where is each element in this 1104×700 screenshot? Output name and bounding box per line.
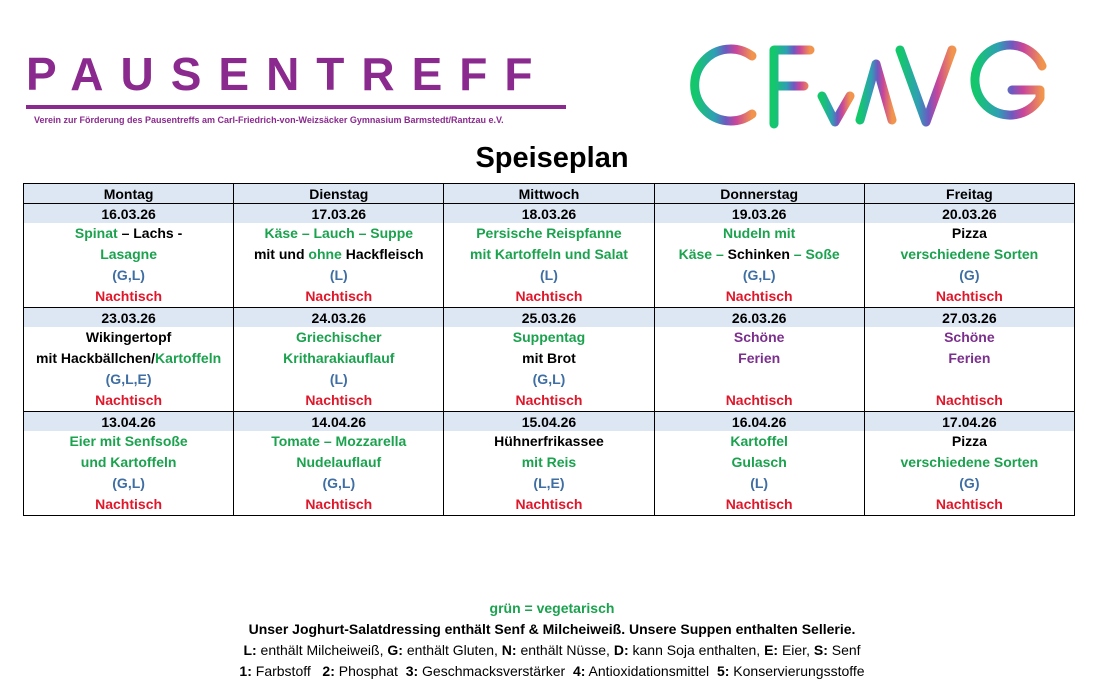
meal-cell bbox=[654, 452, 864, 473]
meal-text: ohne bbox=[308, 246, 342, 262]
meal-text: Nachtisch bbox=[305, 288, 373, 304]
meal-text: Kritharakiauflauf bbox=[283, 350, 395, 366]
meal-text: Nachtisch bbox=[725, 288, 793, 304]
meal-cell bbox=[24, 390, 234, 412]
meal-cell bbox=[864, 369, 1074, 390]
meal-line-row bbox=[24, 286, 1075, 308]
meal-text: verschiedene Sorten bbox=[900, 246, 1039, 262]
meal-text: Persische Reispfanne bbox=[476, 225, 622, 241]
date-cell: 17.04.26 bbox=[864, 412, 1074, 432]
meal-cell bbox=[444, 286, 654, 308]
meal-text: Schöne bbox=[944, 329, 995, 345]
legend-key: 4: bbox=[572, 663, 586, 679]
meal-text: Nachtisch bbox=[725, 496, 793, 512]
meal-text: Pizza bbox=[951, 225, 987, 241]
page-title: Speiseplan bbox=[475, 142, 629, 174]
meal-cell bbox=[654, 431, 864, 452]
meal-cell bbox=[654, 223, 864, 244]
meal-text: (G,L) bbox=[322, 475, 356, 491]
meal-cell bbox=[864, 286, 1074, 308]
meal-text: mit Reis bbox=[521, 454, 577, 470]
meal-text: (G,L) bbox=[532, 371, 566, 387]
meal-text: Nachtisch bbox=[935, 392, 1003, 408]
meal-text: (L) bbox=[750, 475, 769, 491]
legend-key: S: bbox=[813, 642, 828, 658]
meal-text: (G) bbox=[959, 475, 980, 491]
meal-text: verschiedene Sorten bbox=[900, 454, 1039, 470]
meal-text: und Kartoffeln bbox=[80, 454, 177, 470]
meal-text: Hackfleisch bbox=[341, 246, 424, 262]
date-cell: 25.03.26 bbox=[444, 308, 654, 328]
date-cell: 24.03.26 bbox=[234, 308, 444, 328]
legend-value: Senf bbox=[827, 642, 861, 658]
meal-text: Lasagne bbox=[100, 246, 157, 262]
meal-text: Nachtisch bbox=[935, 288, 1003, 304]
meal-text: Kartoffeln bbox=[155, 350, 222, 366]
meal-cell bbox=[234, 286, 444, 308]
meal-line-row bbox=[24, 265, 1075, 286]
meal-text: Nachtisch bbox=[305, 392, 373, 408]
meal-text: (G,L) bbox=[742, 267, 776, 283]
meal-cell bbox=[24, 327, 234, 348]
meal-cell bbox=[234, 244, 444, 265]
meal-cell bbox=[444, 223, 654, 244]
meal-cell bbox=[444, 265, 654, 286]
meal-text: Nachtisch bbox=[725, 392, 793, 408]
meal-cell bbox=[444, 473, 654, 494]
date-cell: 16.03.26 bbox=[24, 204, 234, 224]
meal-line-row bbox=[24, 473, 1075, 494]
meal-line-row bbox=[24, 431, 1075, 452]
meal-cell bbox=[654, 348, 864, 369]
meal-text: Gulasch bbox=[731, 454, 787, 470]
meal-cell bbox=[234, 265, 444, 286]
legend-key: L: bbox=[243, 642, 257, 658]
meal-text: mit Brot bbox=[522, 350, 576, 366]
meal-cell bbox=[444, 452, 654, 473]
meal-cell bbox=[444, 390, 654, 412]
meal-cell bbox=[864, 223, 1074, 244]
day-header: Montag bbox=[24, 184, 234, 204]
meal-cell bbox=[234, 223, 444, 244]
meal-cell bbox=[24, 452, 234, 473]
meal-cell bbox=[444, 431, 654, 452]
date-cell: 23.03.26 bbox=[24, 308, 234, 328]
meal-text: (G) bbox=[959, 267, 980, 283]
cfvwg-logo bbox=[690, 38, 1060, 134]
legend-key: D: bbox=[613, 642, 629, 658]
meal-text: – Lachs - bbox=[117, 225, 183, 241]
meal-text: mit Kartoffeln und Salat bbox=[470, 246, 628, 262]
additive-legend bbox=[0, 661, 1104, 682]
meal-text: Griechischer bbox=[295, 329, 382, 345]
date-cell: 18.03.26 bbox=[444, 204, 654, 224]
date-cell: 16.04.26 bbox=[654, 412, 864, 432]
meal-text: Nachtisch bbox=[515, 288, 583, 304]
meal-text: Schöne bbox=[733, 329, 785, 345]
meal-text: Nachtisch bbox=[305, 496, 373, 512]
meal-text: Käse – Lauch – Suppe bbox=[264, 225, 414, 241]
meal-text: (G,L,E) bbox=[105, 371, 152, 387]
legend-value: Antioxidationsmittel bbox=[585, 663, 717, 679]
meal-text: (L,E) bbox=[533, 475, 565, 491]
date-cell: 26.03.26 bbox=[654, 308, 864, 328]
meal-cell bbox=[234, 348, 444, 369]
meal-cell bbox=[234, 390, 444, 412]
meal-cell bbox=[654, 327, 864, 348]
meal-text: (L) bbox=[540, 267, 558, 283]
meal-text: (G,L) bbox=[112, 475, 145, 491]
meal-text: Nachtisch bbox=[515, 392, 583, 408]
legend-value: Phosphat bbox=[334, 663, 406, 679]
legend-value: Eier, bbox=[778, 642, 814, 658]
meal-text: Ferien bbox=[738, 350, 781, 366]
meal-cell bbox=[24, 369, 234, 390]
meal-cell bbox=[864, 244, 1074, 265]
meal-cell bbox=[654, 390, 864, 412]
week-block bbox=[24, 412, 1075, 516]
date-cell: 13.04.26 bbox=[24, 412, 234, 432]
meal-line-row bbox=[24, 390, 1075, 412]
allergen-legend bbox=[0, 640, 1104, 661]
meal-text: Nachtisch bbox=[95, 392, 163, 408]
legend-value: Geschmacksverstärker bbox=[418, 663, 573, 679]
meal-text: Hühnerfrikassee bbox=[494, 433, 604, 449]
meal-cell bbox=[234, 431, 444, 452]
meal-cell bbox=[444, 348, 654, 369]
meal-cell bbox=[864, 494, 1074, 516]
meal-text: Suppentag bbox=[512, 329, 586, 345]
meal-cell bbox=[864, 348, 1074, 369]
weekday-header-row bbox=[24, 184, 1075, 204]
meal-cell bbox=[24, 348, 234, 369]
legend-value: enthält Nüsse, bbox=[516, 642, 614, 658]
legend-value: kann Soja enthalten, bbox=[628, 642, 765, 658]
meal-line-row bbox=[24, 244, 1075, 265]
meal-text: Pizza bbox=[951, 433, 987, 449]
meal-text: Nudelauflauf bbox=[296, 454, 382, 470]
meal-cell bbox=[24, 286, 234, 308]
week-block bbox=[24, 308, 1075, 412]
legend-value: Konservierungsstoffe bbox=[729, 663, 865, 679]
meal-text: Eier mit Senfsoße bbox=[69, 433, 188, 449]
meal-cell bbox=[864, 431, 1074, 452]
legend-key: 3: bbox=[405, 663, 419, 679]
legend-value: Farbstoff bbox=[251, 663, 323, 679]
date-row bbox=[24, 308, 1075, 328]
meal-cell bbox=[24, 265, 234, 286]
meal-text: Wikingertopf bbox=[85, 329, 172, 345]
meal-cell bbox=[654, 494, 864, 516]
meal-cell bbox=[864, 265, 1074, 286]
meal-text: (L) bbox=[329, 371, 348, 387]
meal-text: mit Hackbällchen/ bbox=[36, 350, 156, 366]
date-cell: 14.04.26 bbox=[234, 412, 444, 432]
meal-text: Nachtisch bbox=[515, 496, 583, 512]
meal-text: Nachtisch bbox=[95, 288, 163, 304]
meal-cell bbox=[444, 494, 654, 516]
meal-cell bbox=[444, 327, 654, 348]
legend-key: 2: bbox=[322, 663, 335, 679]
meal-cell bbox=[654, 265, 864, 286]
meal-cell bbox=[24, 494, 234, 516]
date-row bbox=[24, 412, 1075, 432]
meal-text: – Soße bbox=[789, 246, 840, 262]
meal-cell bbox=[234, 327, 444, 348]
association-subtitle: Verein zur Förderung des Pausentreffs am Carl-Friedrich-von-Weizsäcker Gymnasium Barmstedt/Rantzau e.V. bbox=[34, 115, 504, 125]
legend-key: G: bbox=[387, 642, 403, 658]
legend-key: N: bbox=[501, 642, 517, 658]
meal-cell bbox=[654, 369, 864, 390]
meal-cell bbox=[234, 452, 444, 473]
dressing-note: Unser Joghurt-Salatdressing enthält Senf & Milcheiweiß. Unsere Suppen enthalten Sellerie. bbox=[248, 621, 856, 637]
meal-text: Kartoffel bbox=[730, 433, 788, 449]
meal-cell bbox=[654, 244, 864, 265]
meal-cell bbox=[654, 473, 864, 494]
meal-cell bbox=[864, 327, 1074, 348]
meal-text: Ferien bbox=[948, 350, 991, 366]
day-header: Donnerstag bbox=[654, 184, 864, 204]
meal-cell bbox=[234, 369, 444, 390]
meal-text: Nachtisch bbox=[935, 496, 1003, 512]
date-cell: 19.03.26 bbox=[654, 204, 864, 224]
meal-text: Nudeln mit bbox=[722, 225, 796, 241]
date-row bbox=[24, 204, 1075, 224]
meal-cell bbox=[444, 369, 654, 390]
meal-text: (G,L) bbox=[112, 267, 145, 283]
day-header: Mittwoch bbox=[444, 184, 654, 204]
meal-text: Schinken bbox=[727, 246, 790, 262]
meal-line-row bbox=[24, 494, 1075, 516]
meal-cell bbox=[24, 223, 234, 244]
meal-cell bbox=[234, 494, 444, 516]
day-header: Dienstag bbox=[234, 184, 444, 204]
week-block bbox=[24, 204, 1075, 308]
meal-cell bbox=[864, 452, 1074, 473]
meal-text: mit und bbox=[253, 246, 309, 262]
meal-cell bbox=[444, 244, 654, 265]
meal-cell bbox=[234, 473, 444, 494]
meal-line-row bbox=[24, 223, 1075, 244]
meal-plan-table bbox=[23, 183, 1075, 516]
legend-key: E: bbox=[764, 642, 779, 658]
meal-cell bbox=[654, 286, 864, 308]
brand-underline bbox=[26, 105, 566, 109]
meal-cell bbox=[864, 390, 1074, 412]
legend-value: enthält Gluten, bbox=[402, 642, 502, 658]
date-cell: 17.03.26 bbox=[234, 204, 444, 224]
meal-cell bbox=[24, 244, 234, 265]
vegetarian-legend: grün = vegetarisch bbox=[489, 600, 615, 616]
meal-line-row bbox=[24, 452, 1075, 473]
meal-text: Käse – bbox=[678, 246, 728, 262]
legend-key: 1: bbox=[239, 663, 252, 679]
footer-legend bbox=[0, 598, 1104, 682]
meal-text: Spinat bbox=[74, 225, 118, 241]
day-header: Freitag bbox=[864, 184, 1074, 204]
meal-cell bbox=[24, 431, 234, 452]
meal-line-row bbox=[24, 348, 1075, 369]
legend-value: enthält Milcheiweiß, bbox=[256, 642, 388, 658]
legend-key: 5: bbox=[716, 663, 730, 679]
meal-cell bbox=[24, 473, 234, 494]
meal-line-row bbox=[24, 369, 1075, 390]
date-cell: 27.03.26 bbox=[864, 308, 1074, 328]
brand-name: PAUSENTREFF bbox=[26, 48, 550, 100]
date-cell: 15.04.26 bbox=[444, 412, 654, 432]
meal-line-row bbox=[24, 327, 1075, 348]
meal-text: (L) bbox=[329, 267, 348, 283]
date-cell: 20.03.26 bbox=[864, 204, 1074, 224]
meal-text: Nachtisch bbox=[95, 496, 163, 512]
meal-text: Tomate – Mozzarella bbox=[271, 433, 407, 449]
meal-cell bbox=[864, 473, 1074, 494]
